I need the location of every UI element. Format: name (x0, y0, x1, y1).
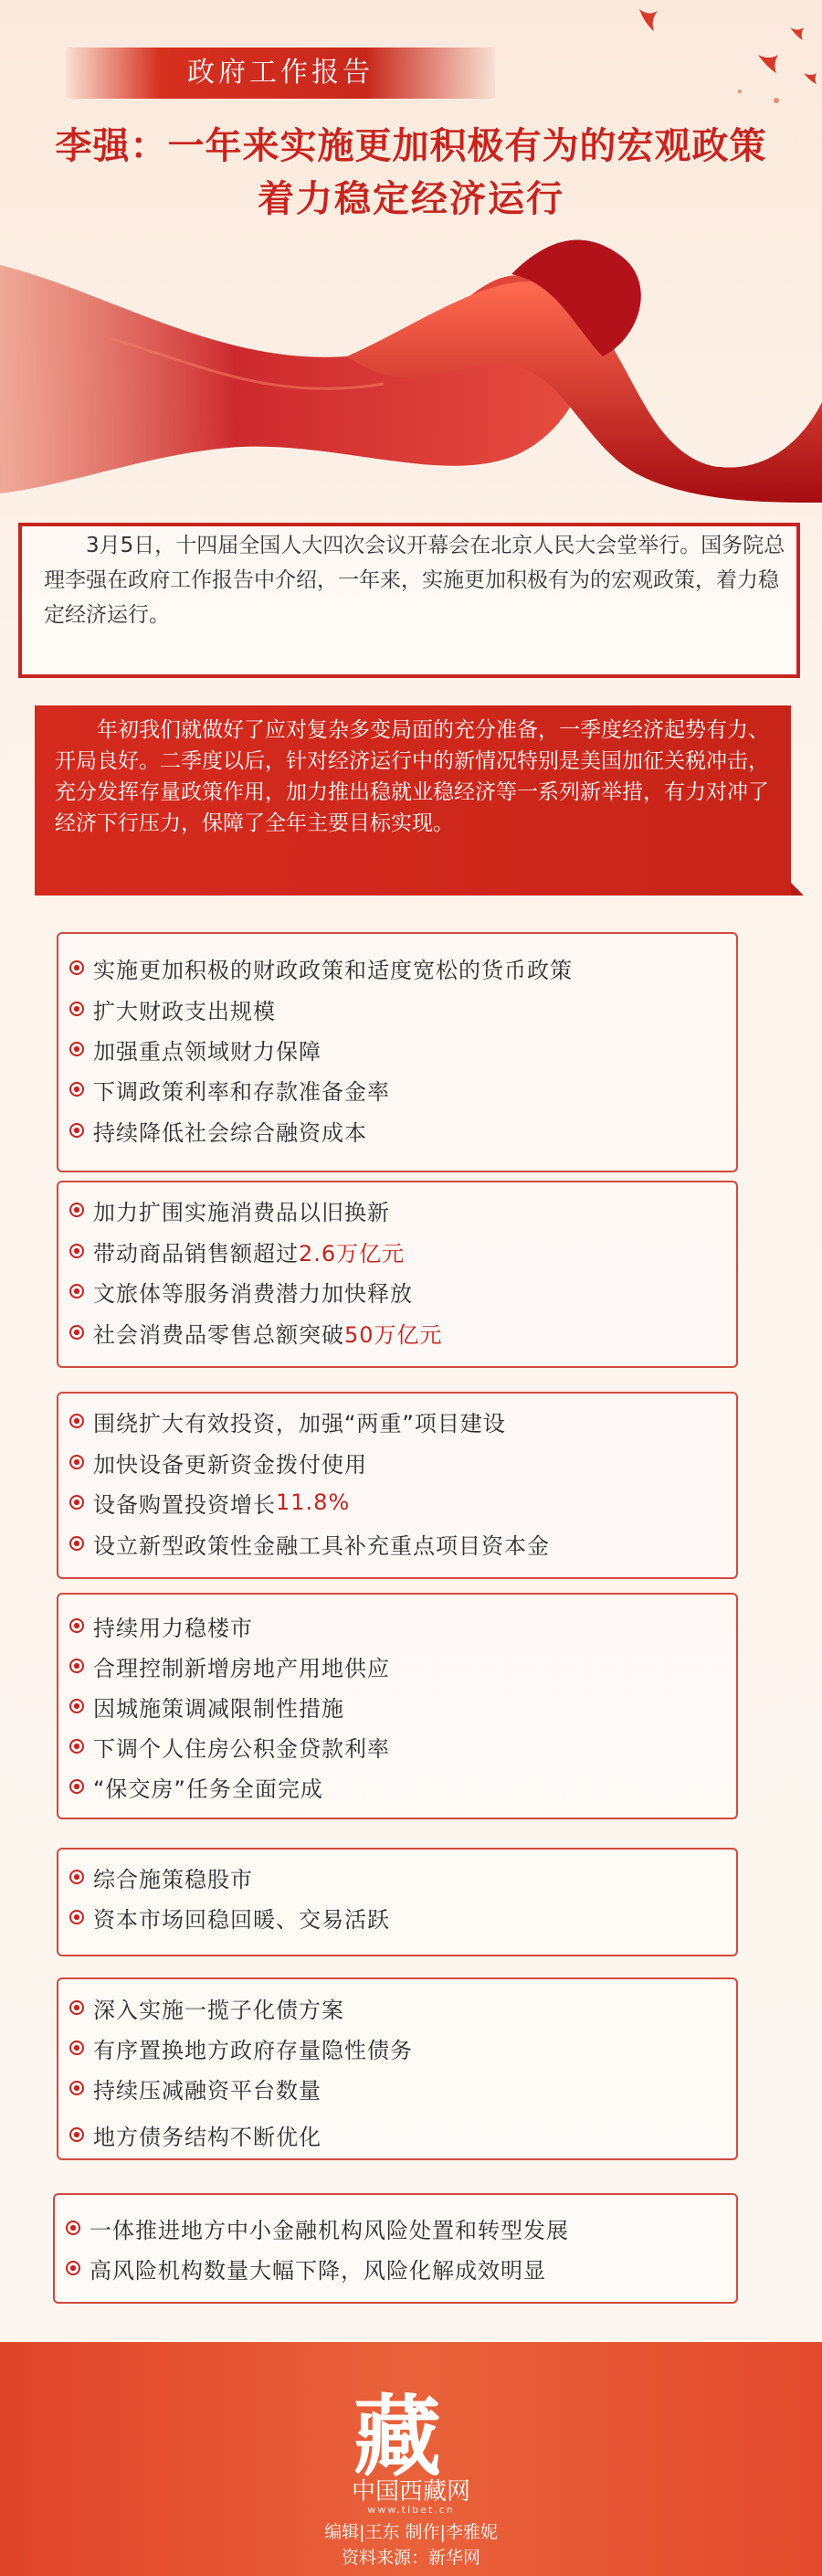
target-dot-icon (69, 1002, 84, 1016)
target-dot-icon (69, 2000, 84, 2015)
logo-glyph: 藏 (353, 2385, 441, 2484)
target-dot-icon (69, 1042, 84, 1056)
list-item: 加力扩围实施消费品以旧换新 (69, 1193, 390, 1226)
page-title: 李强：一年来实施更加积极有为的宏观政策 (55, 125, 767, 167)
target-dot-icon (69, 1082, 84, 1097)
target-dot-icon (69, 1284, 84, 1299)
list-item: 地方债务结构不断优化 (69, 2118, 321, 2151)
target-dot-icon (69, 1495, 84, 1510)
site-name: 中国西藏网 (351, 2478, 470, 2506)
target-dot-icon (69, 1618, 84, 1633)
target-dot-icon (69, 1779, 84, 1794)
list-item: 设立新型政策性金融工具补充重点项目资本金 (69, 1527, 550, 1560)
policy-card-debt (57, 1977, 738, 2160)
editor-credit: 编辑|王东 制作|李雅妮 (324, 2522, 498, 2542)
highlight-value: 2.6万亿元 (299, 1240, 406, 1267)
target-dot-icon (69, 1455, 84, 1469)
list-item: 一体推进地方中小金融机构风险处置和转型发展 (66, 2211, 569, 2244)
page-subtitle: 着力稳定经济运行 (258, 178, 564, 220)
target-dot-icon (66, 2221, 80, 2235)
flying-birds-icon (621, 0, 822, 119)
target-dot-icon (69, 2081, 84, 2095)
target-dot-icon (69, 960, 84, 975)
list-item: 有序置换地方政府存量隐性债务 (69, 2031, 413, 2064)
list-item: 社会消费品零售总额突破 50万亿元 (69, 1316, 443, 1349)
policy-card-consumption (57, 1181, 738, 1368)
target-dot-icon (69, 1203, 84, 1217)
target-dot-icon (69, 1123, 84, 1138)
list-item: “保交房”任务全面完成 (69, 1770, 323, 1803)
policy-card-property (57, 1593, 738, 1819)
target-dot-icon (69, 1659, 84, 1673)
list-item: 综合施策稳股市 (69, 1860, 253, 1893)
highlight-value: 50万亿元 (344, 1321, 443, 1348)
list-item: 下调政策利率和存款准备金率 (69, 1073, 390, 1106)
list-item: 设备购置投资增长 11.8% (69, 1486, 350, 1519)
target-dot-icon (69, 1244, 84, 1258)
target-dot-icon (66, 2261, 80, 2275)
policy-card-finance-risk (53, 2193, 738, 2304)
summary-paragraph: 年初我们就做好了应对复杂多变局面的充分准备，一季度经济起势有力、开局良好。二季度以后，针对经济运行中的新情况特别是美国加征关税冲击，充分发挥存量政策作用，加力推出稳就业稳经济等一系列新举措，有力对冲了经济下行压力，保障了全年主要目标实现。 (55, 718, 769, 835)
highlight-value: 11.8% (276, 1489, 351, 1515)
list-item: 深入实施一揽子化债方案 (69, 1991, 344, 2024)
policy-card-fiscal (57, 932, 738, 1172)
report-banner (66, 48, 495, 99)
list-item: 加快设备更新资金拨付使用 (69, 1446, 367, 1479)
list-item: 扩大财政支出规模 (69, 992, 276, 1025)
list-item: 加强重点领域财力保障 (69, 1033, 321, 1065)
target-dot-icon (69, 1699, 84, 1713)
target-dot-icon (69, 1870, 84, 1884)
target-dot-icon (69, 1536, 84, 1551)
banner-label: 政府工作报告 (187, 57, 374, 89)
list-item: 资本市场回稳回暖、交易活跃 (69, 1901, 390, 1934)
target-dot-icon (69, 2127, 84, 2142)
intro-paragraph: 3月5日，十四届全国人大四次会议开幕会在北京人民大会堂举行。国务院总理李强在政府工作报告中介绍，一年来，实施更加积极有为的宏观政策，着力稳定经济运行。 (44, 534, 785, 627)
target-dot-icon (69, 2041, 84, 2055)
policy-card-investment (57, 1392, 738, 1579)
list-item: 带动商品销售额超过 2.6万亿元 (69, 1235, 405, 1267)
policy-card-stock (57, 1848, 738, 1956)
list-item: 合理控制新增房地产用地供应 (69, 1649, 390, 1682)
target-dot-icon (69, 1414, 84, 1428)
target-dot-icon (69, 1910, 84, 1924)
data-source: 资料来源：新华网 (341, 2548, 480, 2568)
target-dot-icon (69, 1325, 84, 1340)
list-item: 围绕扩大有效投资，加强“两重”项目建设 (69, 1405, 506, 1437)
red-ribbon-illustration (0, 228, 822, 503)
list-item: 实施更加积极的财政政策和适度宽松的货币政策 (69, 951, 573, 984)
target-dot-icon (69, 1739, 84, 1754)
site-url: www.tibet.cn (367, 2504, 455, 2516)
list-item: 持续压减融资平台数量 (69, 2072, 321, 2104)
list-item: 高风险机构数量大幅下降，风险化解成效明显 (66, 2252, 546, 2284)
list-item: 持续降低社会综合融资成本 (69, 1114, 367, 1147)
list-item: 因城施策调减限制性措施 (69, 1690, 344, 1723)
tibet-logo-icon (342, 2383, 452, 2484)
list-item: 文旅体等服务消费潜力加快释放 (69, 1275, 413, 1308)
list-item: 持续用力稳楼市 (69, 1609, 253, 1642)
list-item: 下调个人住房公积金贷款利率 (69, 1730, 390, 1763)
